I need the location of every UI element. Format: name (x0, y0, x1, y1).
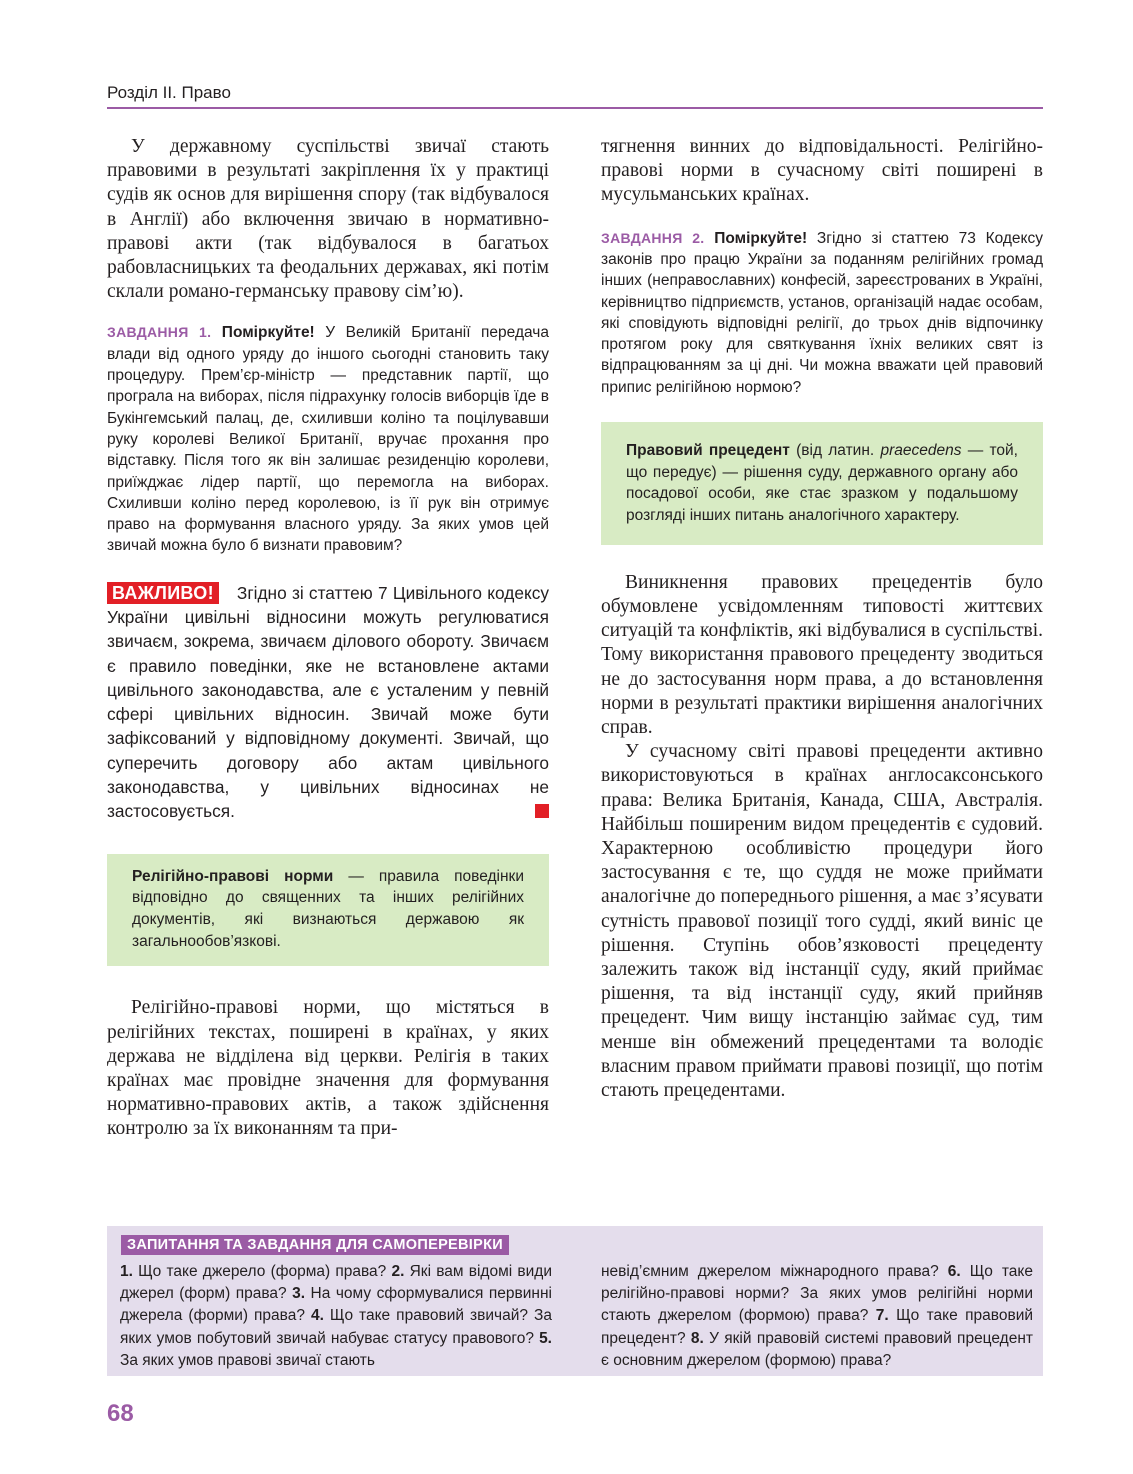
question-text: Що таке джерело (форма) права? (132, 1263, 392, 1280)
left-paragraph-2: Релігійно-правові норми, що містяться в релігійних текстах, поширені в країнах, у яких держава не відділена від церкви. Релігія в таких країнах має провідне значення для формування нормативно-правових актів, а також здійснення контролю за їх виконанням та при- (107, 997, 549, 1140)
question-number: 7. (875, 1307, 889, 1325)
question-number: 4. (310, 1307, 324, 1325)
task-1-label: ЗАВДАННЯ 1. (107, 324, 212, 341)
task-2-label: ЗАВДАННЯ 2. (601, 229, 705, 246)
precedent-latin: praecedens (880, 441, 962, 459)
question-text: Які вам відомі види джерел (форм) права? (120, 1263, 552, 1303)
self-check-left (120, 1261, 552, 1372)
question-number: 3. (292, 1285, 306, 1303)
definition-text: — правила поведінки відповідно до священних та інших релігійних документів, які визнаються державою як загальнообов’язкові. (132, 867, 524, 950)
task-2-text: Згідно зі статтею 73 Кодексу законів про працю України за поданням релігійних громад інших (неправославних) конфесій, зареєстрованих в Україні, керівництво підприємств, установ, організацій надає особам, які сповідують відповідні релігії, до трьох днів відпочинку протягом року для святкування їхніх великих свят із відпрацюванням за ці дні. Чи можна вважати цей правовий припис релігійною нормою? (601, 229, 1044, 396)
question-text: Що таке релігійно-правові норми? За яких умов релігійні норми стають джерелом (формою) права? (601, 1263, 1033, 1325)
question-text: невід’ємним джерелом міжнародного права? (601, 1263, 948, 1280)
question-number: 2. (391, 1263, 405, 1280)
important-label: ВАЖЛИВО! (107, 582, 219, 604)
task-2-bold: Поміркуйте! (714, 229, 808, 247)
precedent-text: — той, що передує) — рішення суду, державного органу або посадової особи, яке стає зразком у подальшому розгляді інших питань аналогічного характеру. (626, 441, 1018, 525)
definition-box-religious-norms (107, 854, 549, 967)
question-number: 1. (120, 1263, 133, 1280)
right-paragraph-3: У сучасному світі правові прецеденти активно використовуються в країнах англосаксонського права: Велика Британія, Канада, США, Австралія. Найбільш поширеним видом прецедентів є судовий. Характерною особливістю процедури його застосування є те, що суддя не може приймати аналогічне до попереднього рішення, а має з’ясувати сутність правової позиції того судді, який виніс це рішення. Ступінь обов’язковості прецеденту залежить також від інстанції суду, який приймає рішення, та від інстанції суду, який прийняв прецедент. Чим вищу інстанцію займає суд, тим менше він обмежений прецедентами та володіє власним правом приймати правові позиції, що потім стають прецедентами. (601, 741, 1043, 1102)
question-text: На чому сформувалися первинні джерела (форми) права? (120, 1285, 552, 1325)
question-number: 6. (947, 1263, 961, 1280)
question-text: За яких умов правові звичаї стають (120, 1351, 375, 1369)
right-column (601, 135, 1043, 1103)
task-1 (107, 322, 549, 556)
precedent-pre: (від латин. (789, 441, 881, 459)
definition-box-precedent (601, 422, 1043, 545)
important-block (107, 581, 549, 824)
right-paragraph-1: тягнення винних до відповідальності. Релігійно-правові норми в сучасному світі поширені в мусульманських країнах. (601, 136, 1043, 206)
question-text: Що таке правовий звичай? За яких умов побутовий звичай набуває статусу правового? (120, 1307, 552, 1347)
left-column (107, 135, 549, 1142)
task-1-text: У Великій Британії передача влади від одного уряду до іншого сьогодні становить таку процедуру. Прем’єр-міністр — представник партії, що програла на виборах, після підрахунку голосів виборців їде в Букінгемський палац, де, схиливши коліно та поцілувавши руку королеві Великої Британії, вручає прохання про відставку. Після того як він залишає резиденцію королеви, приїжджає лідер партії, що перемогла на виборах. Схиливши коліно перед королевою, із її рук він отримує право на формування власного уряду. За яких умов цей звичай можна було б визнати правовим? (107, 324, 549, 555)
important-text: Згідно зі статтею 7 Цивільного кодексу України цивільні відносини можуть регулюватися звичаєм, зокрема, звичаєм ділового обороту. Звичаєм є правило поведінки, яке не встановлене актами цивільного законодавства, але є усталеним у певній сфері цивільних відносин. Звичай може бути зафіксований у відповідному документі. Звичай, що суперечить договору або актам цивільного законодавства, у цивільних відносинах не застосовується. (107, 582, 549, 822)
task-1-bold: Поміркуйте! (221, 324, 315, 342)
definition-term: Релігійно-правові норми (132, 867, 334, 885)
page-number: 68 (107, 1400, 134, 1427)
self-check-right (601, 1261, 1033, 1372)
precedent-term: Правовий прецедент (626, 441, 790, 459)
question-number: 8. (690, 1329, 704, 1347)
self-check-label: ЗАПИТАННЯ ТА ЗАВДАННЯ ДЛЯ САМОПЕРЕВІРКИ (121, 1235, 509, 1255)
end-marker-icon (535, 804, 549, 818)
right-paragraph-2: Виникнення правових прецедентів було обумовлене усвідомленням типовості життєвих ситуацій та конфліктів, які відбувалися в суспільстві. Тому використання правового прецеденту зводиться не до застосування норм права, а до встановлення норми в результаті практики вирішення аналогічних справ. (601, 571, 1043, 739)
question-text: У якій правовій системі правовий прецедент є основним джерелом (формою) права? (601, 1329, 1033, 1369)
self-check-box (107, 1226, 1043, 1376)
task-2 (601, 228, 1043, 398)
page-header: Розділ ІІ. Право (107, 83, 231, 102)
question-text: Що таке правовий прецедент? (601, 1307, 1034, 1347)
left-paragraph-1: У державному суспільстві звичаї стають правовими в результаті закріплення їх у практиці судів як основ для вирішення спору (так відбувалося в Англії) або включення звичаю в нормативно-правові акти (так відбувалося в багатьох рабовласницьких та феодальних державах, які потім склали романо-германську правову сім’ю). (107, 136, 549, 303)
header-divider (107, 107, 1043, 109)
question-number: 5. (539, 1329, 552, 1347)
